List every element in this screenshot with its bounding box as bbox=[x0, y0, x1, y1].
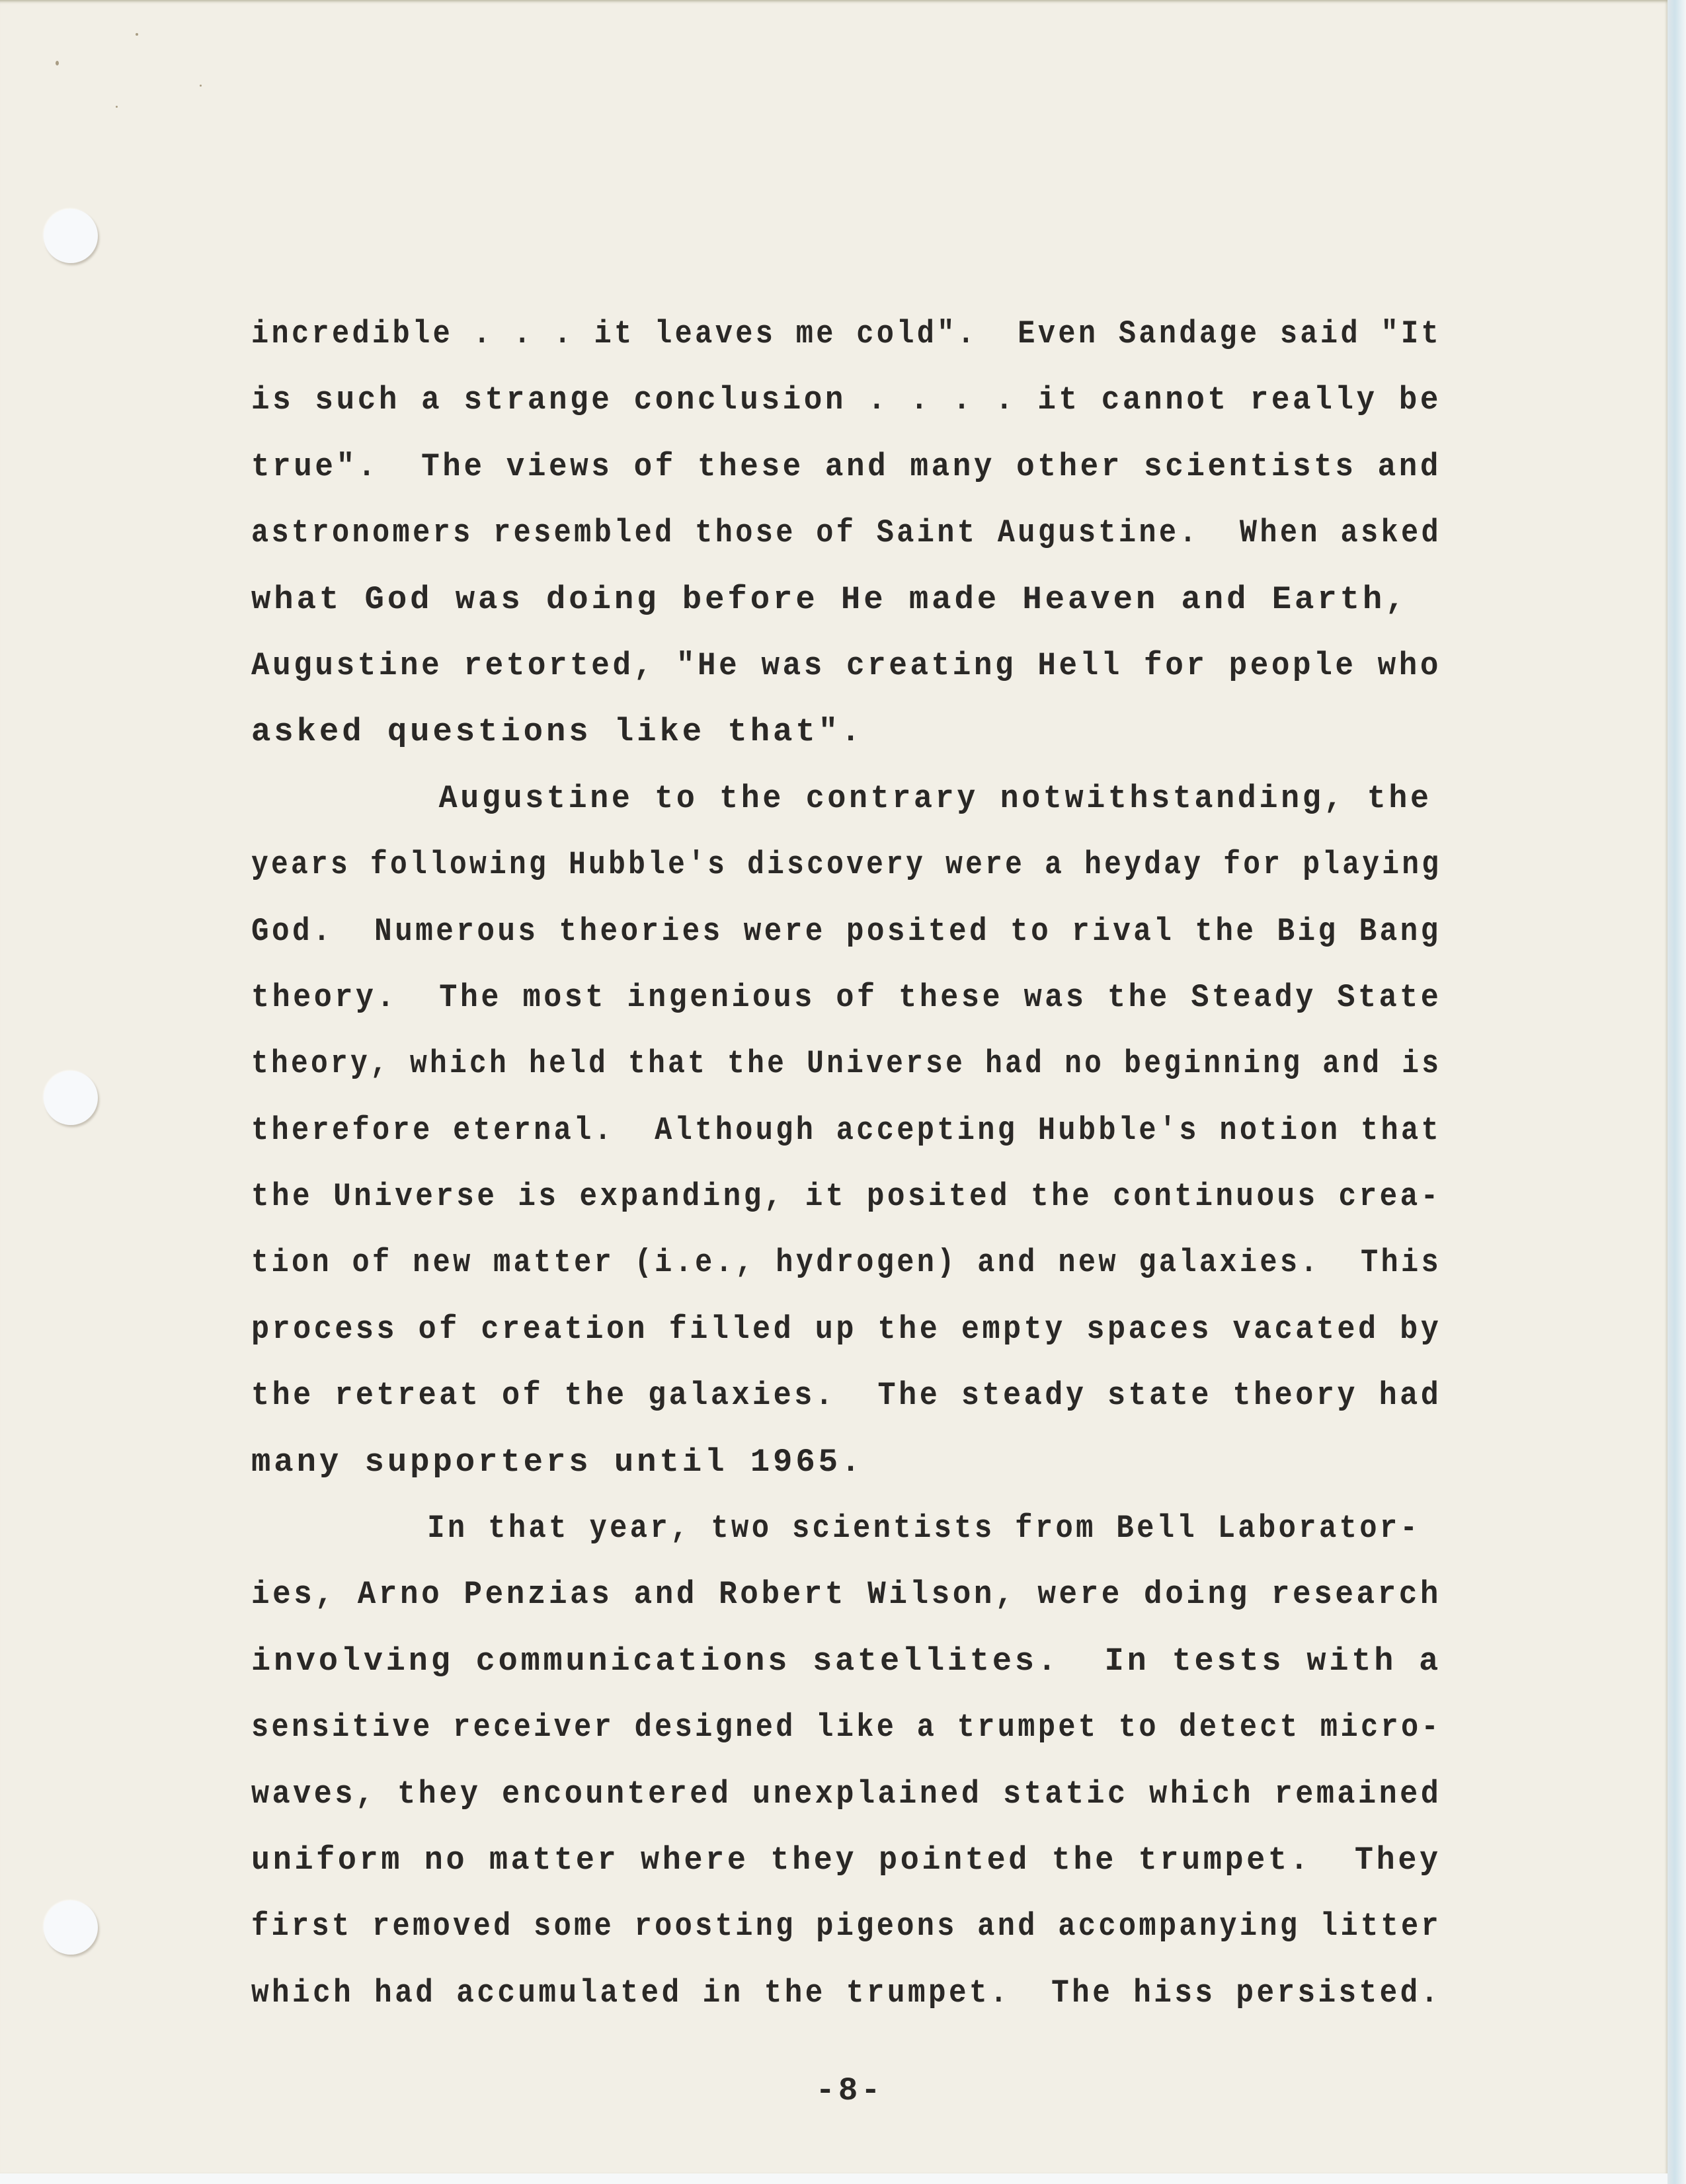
text-line: ies, Arno Penzias and Robert Wilson, were doing research bbox=[251, 1576, 1442, 1614]
text-line: Augustine retorted, "He was creating Hell for people who bbox=[251, 646, 1442, 684]
paper-speck bbox=[136, 33, 138, 36]
text-line: Augustine to the contrary notwithstanding, the bbox=[438, 779, 1432, 817]
punch-hole bbox=[44, 1900, 98, 1955]
text-line: uniform no matter where they pointed the trumpet. They bbox=[251, 1841, 1441, 1879]
text-line: is such a strange conclusion . . . . it cannot really be bbox=[251, 381, 1442, 419]
text-line: which had accumulated in the trumpet. The hiss persisted. bbox=[251, 1974, 1441, 2011]
punch-hole bbox=[44, 1071, 98, 1125]
body-text bbox=[251, 301, 1441, 2026]
text-line: God. Numerous theories were posited to rival the Big Bang bbox=[251, 912, 1441, 950]
text-line: tion of new matter (i.e., hydrogen) and new galaxies. This bbox=[251, 1244, 1441, 1282]
paper-speck bbox=[200, 85, 202, 87]
punch-hole bbox=[44, 209, 98, 263]
scan-edge bbox=[1667, 0, 1686, 2184]
text-line: incredible . . . it leaves me cold". Even Sandage said "It bbox=[251, 315, 1441, 352]
text-line: the retreat of the galaxies. The steady state theory had bbox=[251, 1377, 1442, 1415]
text-line: waves, they encountered unexplained static which remained bbox=[251, 1775, 1442, 1813]
text-line: what God was doing before He made Heaven and Earth, bbox=[251, 580, 1408, 618]
text-line: In that year, two scientists from Bell Laborator- bbox=[427, 1510, 1421, 1547]
text-line: sensitive receiver designed like a trumpet to detect micro- bbox=[251, 1709, 1441, 1746]
paper-speck bbox=[56, 61, 59, 65]
text-line: asked questions like that". bbox=[251, 713, 864, 751]
text-line: first removed some roosting pigeons and accompanying litter bbox=[251, 1908, 1441, 1945]
page-number: -8- bbox=[815, 2072, 884, 2109]
text-line: many supporters until 1965. bbox=[251, 1443, 864, 1481]
text-line: therefore eternal. Although accepting Hubble's notion that bbox=[251, 1111, 1441, 1149]
text-line: true". The views of these and many other scientists and bbox=[251, 448, 1442, 485]
text-line: theory. The most ingenious of these was the Steady State bbox=[251, 978, 1442, 1016]
text-line: involving communications satellites. In tests with a bbox=[251, 1642, 1442, 1680]
text-line: years following Hubble's discovery were a heyday for playing bbox=[251, 846, 1442, 884]
text-line: astronomers resembled those of Saint Augustine. When asked bbox=[251, 514, 1441, 552]
scan-edge-bottom bbox=[0, 2173, 1667, 2184]
paper-speck bbox=[116, 106, 118, 108]
text-line: process of creation filled up the empty spaces vacated by bbox=[251, 1310, 1442, 1348]
text-line: theory, which held that the Universe had no beginning and is bbox=[251, 1045, 1442, 1083]
text-line: the Universe is expanding, it posited the continuous crea- bbox=[251, 1178, 1441, 1216]
